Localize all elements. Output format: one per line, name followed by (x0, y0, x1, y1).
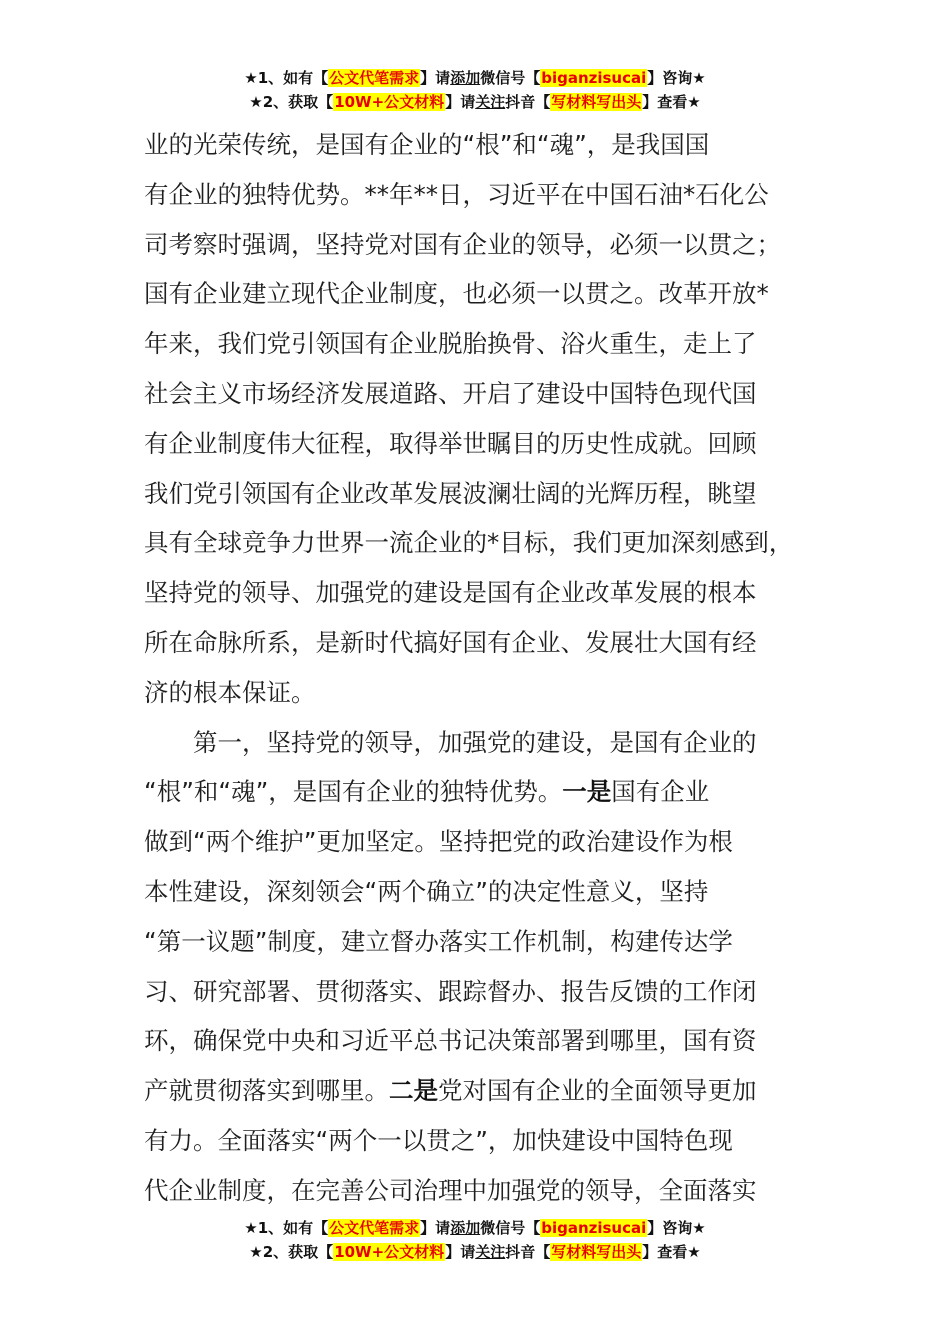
header-banner (0, 66, 950, 114)
point-one-label: 一是 (562, 777, 612, 807)
banner-line1-mid2: 微信号【 (480, 1219, 541, 1237)
banner-line1-prefix: ★1、如有【 (244, 1219, 329, 1237)
body-line: 社会主义市场经济发展道路、开启了建设中国特色现代国 (144, 378, 757, 408)
body-line: 有力。全面落实“两个一以贯之”，加快建设中国特色现 (144, 1125, 733, 1155)
body-line: 坚持党的领导、加强党的建设是国有企业改革发展的根本 (144, 578, 757, 608)
banner-line1-mid1: 】请 (420, 69, 451, 87)
body-line: 司考察时强调，坚持党对国有企业的领导，必须一以贯之； (144, 229, 781, 259)
banner-line2-mid1: 】请 (445, 93, 476, 111)
banner-line1-mid2: 微信号【 (480, 69, 541, 87)
banner-line2-underlined: 关注 (475, 93, 506, 111)
banner-line1-mid1: 】请 (420, 1219, 451, 1237)
document-body (144, 120, 824, 1216)
body-line: 环，确保党中央和习近平总书记决策部署到哪里，国有资 (144, 1026, 757, 1056)
banner-line1-highlight-service: 公文代笔需求 (329, 1219, 420, 1237)
section-heading-line: 第一，坚持党的领导，加强党的建设，是国有企业的 (193, 727, 757, 757)
body-line: 做到“两个维护”更加坚定。坚持把党的政治建设作为根 (144, 827, 733, 857)
banner-line-2 (0, 1240, 950, 1264)
banner-line1-underlined: 添加 (450, 1219, 481, 1237)
banner-line2-suffix: 】查看★ (642, 93, 701, 111)
banner-line2-highlight-douyin: 写材料写出头 (551, 93, 642, 111)
banner-line2-highlight-douyin: 写材料写出头 (551, 1243, 642, 1261)
banner-line1-highlight-wechat: biganzisucai (541, 69, 647, 87)
body-line: 有企业制度伟大征程，取得举世瞩目的历史性成就。回顾 (144, 428, 757, 458)
banner-line1-prefix: ★1、如有【 (244, 69, 329, 87)
body-line: 代企业制度，在完善公司治理中加强党的领导，全面落实 (144, 1175, 757, 1205)
banner-line2-mid1: 】请 (445, 1243, 476, 1261)
banner-line2-highlight-materials: 10W+公文材料 (334, 1243, 445, 1261)
body-line: 年来，我们党引领国有企业脱胎换骨、浴火重生，走上了 (144, 329, 757, 359)
banner-line2-prefix: ★2、获取【 (249, 1243, 334, 1261)
banner-line-2 (0, 90, 950, 114)
body-line: 业的光荣传统，是国有企业的“根”和“魂”，是我国国 (144, 130, 710, 159)
banner-line-1 (0, 66, 950, 90)
body-line: 济的根本保证。 (144, 677, 316, 707)
banner-line1-suffix: 】咨询★ (647, 69, 706, 87)
banner-line1-underlined: 添加 (450, 69, 481, 87)
body-line: “第一议题”制度，建立督办落实工作机制，构建传达学 (144, 926, 733, 956)
body-line: 本性建设，深刻领会“两个确立”的决定性意义，坚持 (144, 876, 709, 906)
banner-line2-prefix: ★2、获取【 (249, 93, 334, 111)
banner-line2-highlight-materials: 10W+公文材料 (334, 93, 445, 111)
body-line: 有企业的独特优势。**年**日，习近平在中国石油*石化公 (144, 179, 769, 209)
banner-line2-underlined: 关注 (475, 1243, 506, 1261)
banner-line2-mid2: 抖音【 (505, 1243, 551, 1261)
banner-line1-highlight-wechat: biganzisucai (541, 1219, 647, 1237)
banner-line-1 (0, 1216, 950, 1240)
banner-line2-mid2: 抖音【 (505, 93, 551, 111)
body-line: 我们党引领国有企业改革发展波澜壮阔的光辉历程，眺望 (144, 478, 757, 508)
body-line: 所在命脉所系，是新时代搞好国有企业、发展壮大国有经 (144, 627, 757, 657)
footer-banner (0, 1216, 950, 1264)
banner-line1-highlight-service: 公文代笔需求 (329, 69, 420, 87)
point-two-label: 二是 (389, 1076, 438, 1106)
banner-line1-suffix: 】咨询★ (647, 1219, 706, 1237)
body-line (144, 767, 824, 817)
body-line (144, 1066, 824, 1116)
body-line-text: “根”和“魂”，是国有企业的独特优势。 (144, 777, 563, 807)
body-line: 习、研究部署、贯彻落实、跟踪督办、报告反馈的工作闭 (144, 976, 757, 1006)
banner-line2-suffix: 】查看★ (642, 1243, 701, 1261)
body-line: 国有企业建立现代企业制度，也必须一以贯之。改革开放* (144, 279, 769, 309)
body-line-text: 党对国有企业的全面领导更加 (438, 1076, 757, 1106)
body-line-text: 国有企业 (611, 777, 710, 807)
body-line: 具有全球竞争力世界一流企业的*目标，我们更加深刻感到， (144, 528, 794, 558)
body-line-text: 产就贯彻落实到哪里。 (144, 1076, 389, 1106)
